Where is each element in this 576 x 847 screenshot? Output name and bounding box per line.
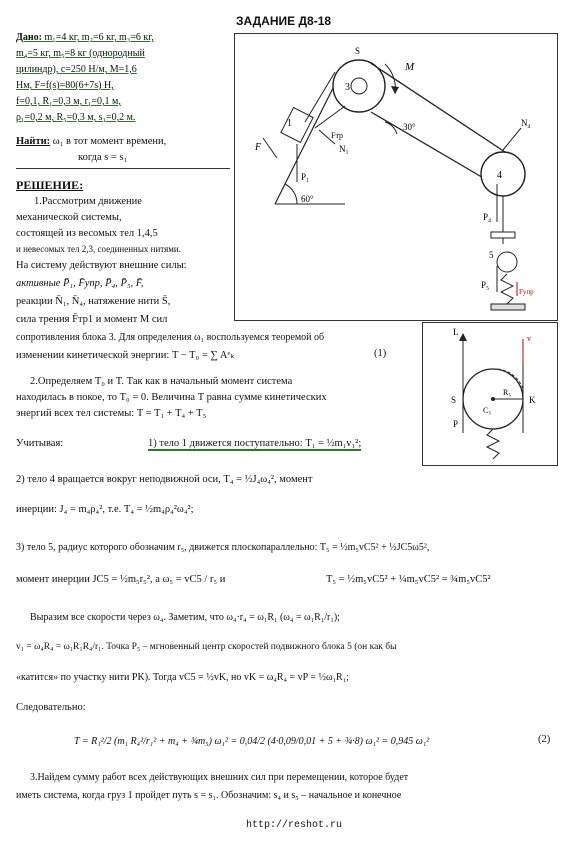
- label-K: K: [529, 395, 536, 405]
- p2-line-3: энергий всех тел системы: T = T₁ + T₄ + T₅: [16, 408, 207, 419]
- label-F: F: [255, 142, 262, 153]
- p1-line-6: активные P̄₁, F̄упр, P̄₄, P̄₅, F̄,: [16, 278, 144, 289]
- spring-base: [491, 304, 525, 310]
- label-vk: v: [527, 334, 531, 343]
- label-S: S: [451, 395, 457, 405]
- p1-line-10: изменении кинетической энергии: T − T₀ = ∑ Aᵉₖ: [16, 350, 235, 361]
- mechanism-figure: [234, 33, 558, 321]
- given-line-6: ρ₁=0,2 м, R₅=0,3 м, s₁=0,2 м.: [16, 112, 136, 123]
- body3c-text: T₅ = ½m₅vC5² + ¼m₅vC5² = ¾m₅vC5²: [326, 574, 491, 585]
- label-60: 60°: [301, 194, 314, 204]
- label-4: 4: [497, 170, 502, 181]
- label-30: 30°: [403, 122, 416, 132]
- given-line-1: Дано: m₁=4 кг, m₂=6 кг, m₃=6 кг,: [16, 32, 154, 43]
- force-N4-arrow: [503, 128, 521, 150]
- arrow-L-head: [459, 333, 467, 341]
- eq2-number: (2): [538, 734, 551, 745]
- label-N1: N₁: [339, 144, 349, 154]
- label-1: 1: [287, 118, 292, 129]
- given-label: Дано:: [16, 32, 42, 43]
- spring: [501, 274, 513, 304]
- mechanism-diagram: [235, 34, 557, 320]
- pulley-3-hub: [351, 78, 367, 94]
- label-C5: C₅: [483, 406, 492, 415]
- angle-60-arc: [285, 184, 297, 204]
- label-R5: R₅: [503, 388, 512, 397]
- page-title: ЗАДАНИЕ Д8-18: [236, 14, 332, 28]
- given-line-4: Нм, F=f(s)=80(6+7s) Н,: [16, 80, 114, 91]
- p1-line-2: механической системы,: [16, 212, 122, 223]
- find-line: Найти: ω₁ в тот момент времени,: [16, 136, 167, 147]
- label-3: 3: [345, 82, 350, 93]
- spring-detail: [487, 429, 499, 459]
- label-N4: N₄: [521, 118, 531, 128]
- find-label: Найти:: [16, 136, 51, 147]
- p3-line-2: иметь система, когда груз 1 пройдет путь s = s₁. Обозначим: s₄ и s₅ – начальное и конечное: [16, 790, 402, 801]
- body3a-text: 3) тело 5, радиус которого обозначим r₅, движется плоскопараллельно: T₅ = ½m₅vC5² + ½JC5ω5²,: [16, 542, 430, 553]
- velocities-line-2: v₁ = ω₄R₄ = ω₁R₁R₄/r₁. Точка P₅ – мгновенный центр скоростей подвижного блока 5 (он как бы: [16, 642, 397, 652]
- block-5: [497, 252, 517, 272]
- p1-line-7: реакции N̄₁, N̄₄, натяжение нити S̄,: [16, 296, 171, 307]
- given-line-5: f=0,1, R₁=0,3 м, r₁=0,1 м,: [16, 96, 121, 107]
- body3b-text: момент инерции JC5 = ½m₅r₅², а ω₅ = vC5 / r₅ и: [16, 574, 226, 585]
- bar-top: [369, 62, 505, 152]
- body2a-text: 2) тело 4 вращается вокруг неподвижной оси, T₄ = ½J₄ω₄², момент: [16, 474, 313, 485]
- block5-detail-figure: [422, 322, 558, 466]
- p2-line-2: находилась в покое, то T₀ = 0. Величина T равна сумме кинетических: [16, 392, 327, 403]
- velocities-line-1: Выразим все скорости через ω₄. Заметим, что ω₄·r₄ = ω₁R₁ (ω₄ = ω₁R₁/r₁);: [30, 612, 340, 623]
- label-P4: P₄: [483, 212, 492, 222]
- find-line-2: когда s = s₁: [78, 152, 128, 163]
- label-Fupr: Fупр: [519, 288, 534, 296]
- p3-line-1: 3.Найдем сумму работ всех действующих внешних сил при перемещении, которое будет: [30, 772, 409, 783]
- footer-url: http://reshot.ru: [246, 820, 343, 831]
- body1-text: 1) тело 1 движется поступательно: T₁ = ½m₁v₁²;: [148, 438, 362, 449]
- account-label: Учитывая:: [16, 438, 64, 449]
- body2b-text: инерции: J₄ = m₄ρ₄², т.е. T₄ = ½m₄ρ₄²ω₄²;: [16, 504, 194, 515]
- p1-line-3: состоящей из весомых тел 1,4,5: [16, 228, 158, 239]
- given-line-2: m₄=5 кг, m₅=8 кг (однородный: [16, 48, 145, 59]
- p1-line-5: На систему действуют внешние силы:: [16, 260, 187, 271]
- p1-line-9: сопротивления блока 3. Для определения ω₁ воспользуемся теоремой об: [16, 332, 325, 343]
- therefore-text: Следовательно:: [16, 702, 86, 713]
- label-Ftr: Fтр: [331, 131, 344, 140]
- solution-heading: РЕШЕНИЕ:: [16, 178, 84, 192]
- rope-2: [315, 106, 345, 128]
- clamp: [491, 232, 515, 238]
- eq1-number: (1): [374, 348, 387, 359]
- given-line-3: цилиндр), c=250 Н/м, M=1,6: [16, 64, 137, 75]
- label-P1: P₁: [301, 172, 310, 182]
- moment-arrowhead: [391, 86, 399, 94]
- given-section: [16, 30, 230, 169]
- p1-line-1: 1.Рассмотрим движение: [34, 196, 142, 207]
- label-5: 5: [489, 250, 494, 260]
- incline-line: [275, 84, 335, 204]
- block5-detail-diagram: [423, 323, 557, 465]
- label-P5: P₅: [481, 280, 490, 290]
- label-S: S: [355, 46, 361, 56]
- label-M: M: [405, 61, 415, 73]
- p1-line-4: и невесомых тел 2,3, соединенных нитями.: [16, 244, 181, 254]
- equation-2: T = R₁²/2 (m₁ R₄²/r₁² + m₄ + ¾m₅) ω₁² = 0,04/2 (4·0,09/0,01 + 5 + ¾·8) ω₁² = 0,945 ω₁²: [74, 736, 430, 747]
- label-P: P: [453, 419, 459, 429]
- wheel-4: [481, 152, 525, 196]
- p1-line-8: сила трения F̄тр1 и момент M сил: [16, 314, 168, 325]
- force-F-arrow: [263, 138, 277, 158]
- velocities-line-3: «катится» по участку нити PK). Тогда vC5 = ½vK, но vK = ω₄R₄ = vP = ½ω₁R₁;: [16, 672, 349, 683]
- bar-bottom: [371, 112, 497, 186]
- label-L: L: [453, 327, 459, 337]
- p2-line-1: 2.Определяем T₀ и T. Так как в начальный момент система: [30, 376, 293, 387]
